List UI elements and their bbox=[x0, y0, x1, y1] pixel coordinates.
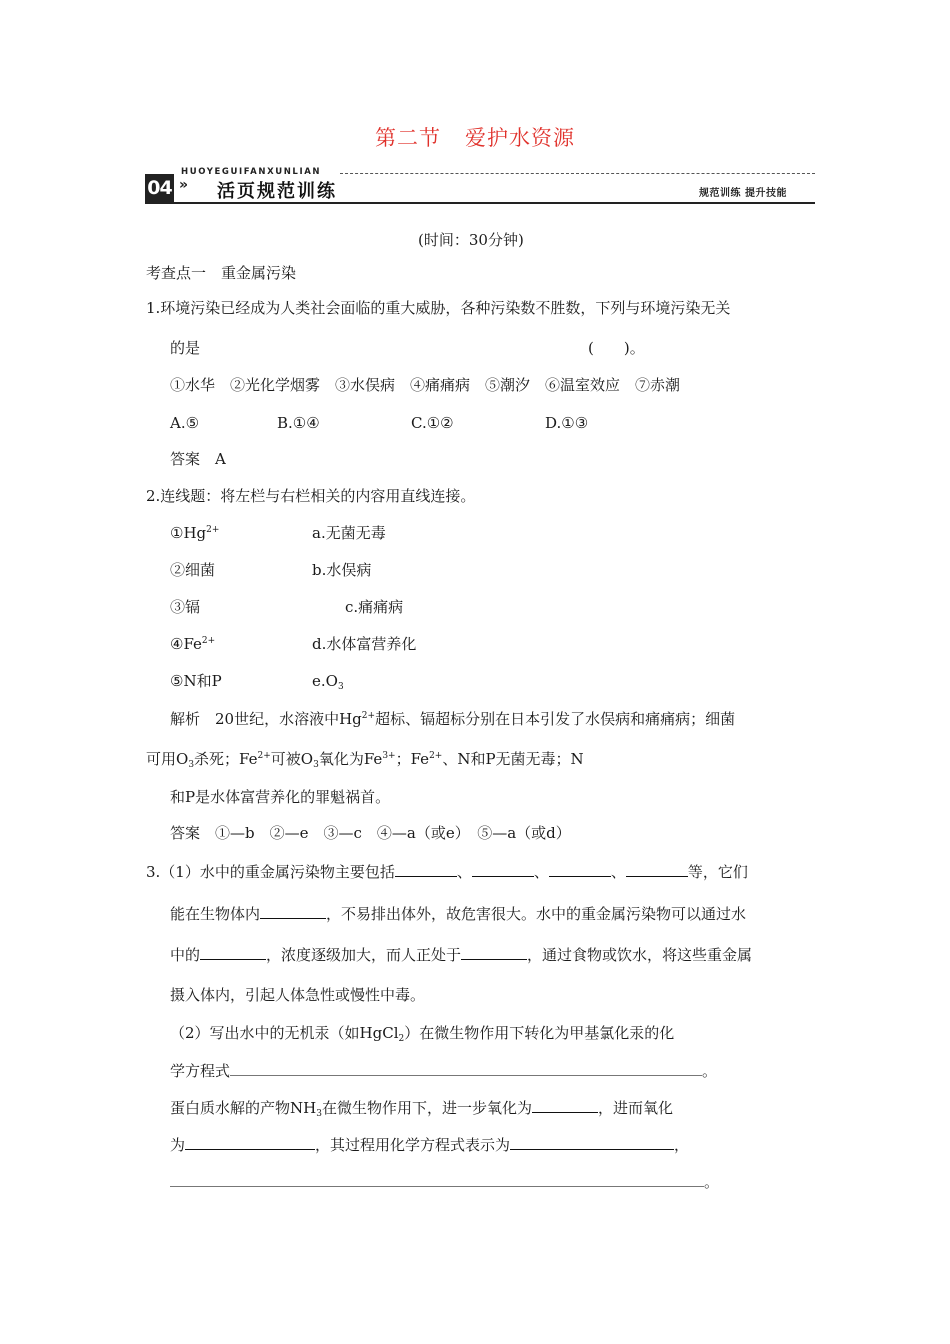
banner-pinyin: HUOYEGUIFANXUNLIAN bbox=[181, 167, 322, 177]
q2-stem: 2.连线题：将左栏与右栏相关的内容用直线连接。 bbox=[146, 487, 476, 505]
q3-line9: 。 bbox=[170, 1170, 719, 1192]
q2-left-item: ③镉 bbox=[170, 598, 201, 616]
q2-analysis-line1: 解析 20世纪，水溶液中$Hg^{2+}$超标、镉超标分别在日本引发了水俣病和痛痛病；细菌 bbox=[170, 710, 736, 728]
q3-line2: 能在生物体内 ，不易排出体外，故危害很大。水中的重金属污染物可以通过水 bbox=[170, 902, 746, 924]
q2-right-item: $e.O_3$ bbox=[312, 672, 344, 692]
banner-number-badge: 04 bbox=[145, 174, 174, 202]
answer-blank bbox=[170, 1170, 704, 1187]
q3-line4: 摄入体内，引起人体急性或慢性中毒。 bbox=[170, 986, 426, 1004]
q2-left-item: ②细菌 bbox=[170, 561, 216, 579]
q2-right-item: a.无菌无毒 bbox=[312, 524, 386, 542]
answer-blank bbox=[626, 860, 688, 877]
answer-blank bbox=[260, 902, 326, 919]
q2-right-item: c.痛痛病 bbox=[345, 598, 404, 616]
banner-dashed-line bbox=[340, 173, 815, 174]
banner-rule bbox=[145, 202, 815, 204]
q3-line1: 3.（1）水中的重金属污染物主要包括 、 、 、 等，它们 bbox=[146, 860, 748, 882]
q1-option-d: D.①③ bbox=[545, 414, 589, 432]
answer-blank bbox=[510, 1133, 674, 1150]
q1-option-b: B.①④ bbox=[277, 414, 320, 432]
q2-answer: 答案 ①—b ②—e ③—c ④—a（或e） ⑤—a（或d） bbox=[170, 824, 571, 842]
q2-left-item: $④Fe^{2+}$ bbox=[170, 635, 216, 653]
answer-blank bbox=[395, 860, 457, 877]
answer-blank bbox=[200, 943, 266, 960]
answer-blank bbox=[185, 1133, 315, 1150]
banner-subheading: 规范训练 提升技能 bbox=[699, 188, 787, 199]
answer-blank bbox=[532, 1096, 598, 1113]
answer-blank bbox=[472, 860, 534, 877]
q2-analysis-line3: 和P是水体富营养化的罪魁祸首。 bbox=[170, 788, 391, 806]
banner-heading: 活页规范训练 bbox=[217, 181, 337, 202]
q3-line3: 中的 ，浓度逐级加大，而人正处于 ，通过食物或饮水，将这些重金属 bbox=[170, 943, 752, 965]
q2-right-item: d.水体富营养化 bbox=[312, 635, 417, 653]
time-note: (时间：30分钟) bbox=[418, 231, 524, 249]
q1-stem-line1: 1.环境污染已经成为人类社会面临的重大威胁，各种污染数不胜数，下列与环境污染无关 bbox=[146, 299, 731, 317]
q2-left-item: ⑤N和P bbox=[170, 672, 222, 690]
q3-line7: 蛋白质水解的产物$NH_3$在微生物作用下，进一步氧化为 ，进而氧化 bbox=[170, 1096, 673, 1118]
page-title: 第二节 爱护水资源 bbox=[375, 126, 575, 150]
q1-answer: 答案 A bbox=[170, 450, 226, 468]
q2-right-item: b.水俣病 bbox=[312, 561, 372, 579]
answer-blank bbox=[549, 860, 611, 877]
answer-blank bbox=[230, 1059, 702, 1076]
q1-option-c: C.①② bbox=[411, 414, 454, 432]
section-heading: 考查点一 重金属污染 bbox=[146, 264, 297, 282]
q2-left-item: $①Hg^{2+}$ bbox=[170, 524, 220, 542]
q3-line5: （2）写出水中的无机汞（如HgCl$_2$）在微生物作用下转化为甲基氯化汞的化 bbox=[170, 1024, 675, 1044]
q3-line6: 学方程式 。 bbox=[170, 1059, 717, 1081]
q3-line8: 为 ，其过程用化学方程式表示为 ， bbox=[170, 1133, 689, 1155]
double-chevron-icon: » bbox=[179, 177, 189, 193]
section-banner bbox=[145, 165, 815, 205]
q1-answer-paren: ( )。 bbox=[588, 339, 645, 357]
q2-analysis-line2: 可用$O_3$杀死；$Fe^{2+}$可被$O_3$氧化为$Fe^{3+}$；$Fe^{2+}$、N和P无菌无毒；N bbox=[146, 750, 584, 770]
q1-option-a: A.⑤ bbox=[170, 414, 200, 432]
q1-items: ①水华 ②光化学烟雾 ③水俣病 ④痛痛病 ⑤潮汐 ⑥温室效应 ⑦赤潮 bbox=[170, 376, 681, 394]
answer-blank bbox=[461, 943, 527, 960]
q1-stem-line2: 的是 bbox=[170, 339, 201, 357]
